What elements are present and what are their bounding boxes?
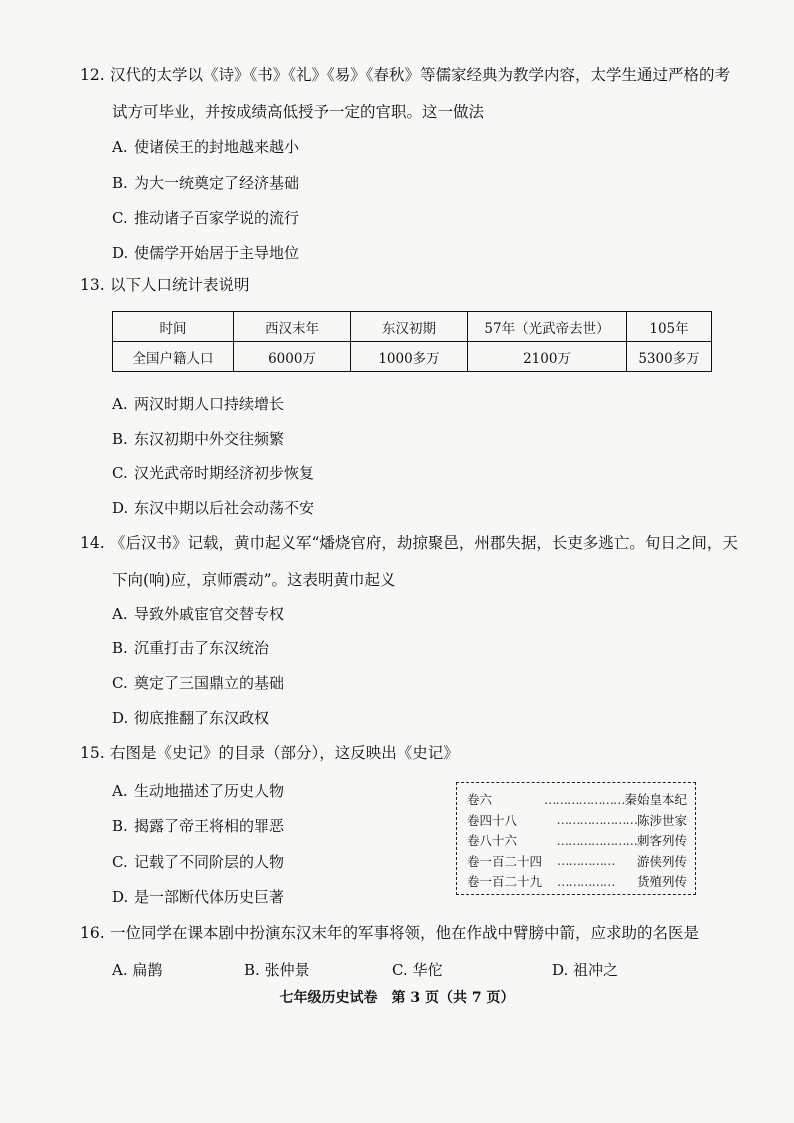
table-cell: 6000万 (234, 342, 351, 372)
question-text: 《后汉书》记载，黄巾起义军“燔烧官府，劫掠聚邑，州郡失据，长吏多逃亡。旬日之间，天 (110, 534, 738, 552)
question-13-option-d[interactable]: D. 东汉中期以后社会动荡不安 (112, 499, 315, 517)
table-header-row (113, 312, 712, 342)
question-12-stem-cont: 试方可毕业，并按成绩高低授予一定的官职。这一做法 (112, 103, 485, 121)
page-footer: 七年级历史试卷 第 3 页（共 7 页） (279, 990, 515, 1006)
population-table (112, 311, 712, 372)
question-16-option-c[interactable]: C. 华佗 (392, 961, 443, 979)
question-12-option-c[interactable]: C. 推动诸子百家学说的流行 (112, 209, 300, 227)
question-15-option-c[interactable]: C. 记载了不同阶层的人物 (112, 853, 285, 871)
question-number: 15. (80, 744, 105, 762)
question-number: 12. (80, 66, 105, 84)
question-13-stem (80, 275, 250, 295)
question-14-stem (80, 533, 738, 553)
question-16-stem (80, 923, 699, 943)
question-14-stem-cont: 下向(响)应，京师震动”。这表明黄巾起义 (112, 571, 396, 589)
question-13-option-b[interactable]: B. 东汉初期中外交往频繁 (112, 430, 285, 448)
question-16-option-b[interactable]: B. 张仲景 (244, 961, 310, 979)
table-cell: 西汉末年 (234, 312, 351, 342)
question-number: 16. (80, 924, 105, 942)
question-16-option-a[interactable]: A. 扁鹊 (112, 961, 163, 979)
table-cell: 时间 (113, 312, 234, 342)
question-15-option-a[interactable]: A. 生动地描述了历史人物 (112, 782, 285, 800)
question-15-option-d[interactable]: D. 是一部断代体历史巨著 (112, 888, 285, 906)
question-12-option-a[interactable]: A. 使诸侯王的封地越来越小 (112, 138, 300, 156)
toc-row: 卷八十六 ………………… 刺客列传 (467, 832, 687, 849)
toc-row: 卷一百二十四 …………… 游侠列传 (467, 853, 687, 869)
table-cell: 东汉初期 (351, 312, 468, 342)
table-cell: 5300多万 (627, 342, 712, 372)
table-cell: 105年 (627, 312, 712, 342)
question-number: 13. (80, 276, 105, 294)
question-number: 14. (80, 534, 105, 552)
toc-row: 卷一百二十九 …………… 货殖列传 (467, 873, 687, 890)
question-16-option-d[interactable]: D. 祖冲之 (552, 961, 619, 979)
question-14-option-c[interactable]: C. 奠定了三国鼎立的基础 (112, 674, 285, 692)
question-14-option-a[interactable]: A. 导致外戚宦官交替专权 (112, 605, 285, 623)
table-cell: 1000多万 (351, 342, 468, 372)
shiji-table-of-contents (456, 782, 696, 895)
question-14-option-d[interactable]: D. 彻底推翻了东汉政权 (112, 709, 270, 727)
table-cell: 2100万 (468, 342, 627, 372)
toc-row: 卷四十八 ………………… 陈涉世家 (467, 812, 687, 828)
table-cell: 57年（光武帝去世） (468, 312, 627, 342)
question-text: 汉代的太学以《诗》《书》《礼》《易》《春秋》等儒家经典为教学内容，太学生通过严格的考 (110, 66, 731, 84)
table-cell: 全国户籍人口 (113, 342, 234, 372)
question-13-option-a[interactable]: A. 两汉时期人口持续增长 (112, 395, 285, 413)
question-12-option-b[interactable]: B. 为大一统奠定了经济基础 (112, 174, 300, 192)
toc-row: 卷六 ………………… 秦始皇本纪 (467, 791, 687, 808)
question-text: 以下人口统计表说明 (110, 276, 250, 294)
question-14-option-b[interactable]: B. 沉重打击了东汉统治 (112, 639, 270, 657)
question-13-option-c[interactable]: C. 汉光武帝时期经济初步恢复 (112, 464, 315, 482)
table-row (113, 342, 712, 372)
question-12-option-d[interactable]: D. 使儒学开始居于主导地位 (112, 244, 300, 262)
question-12-stem (80, 65, 730, 85)
question-text: 右图是《史记》的目录（部分），这反映出《史记》 (110, 744, 459, 762)
question-15-stem (80, 743, 459, 763)
question-text: 一位同学在课本剧中扮演东汉末年的军事将领，他在作战中臂膀中箭，应求助的名医是 (110, 924, 700, 942)
question-15-option-b[interactable]: B. 揭露了帝王将相的罪恶 (112, 817, 285, 835)
